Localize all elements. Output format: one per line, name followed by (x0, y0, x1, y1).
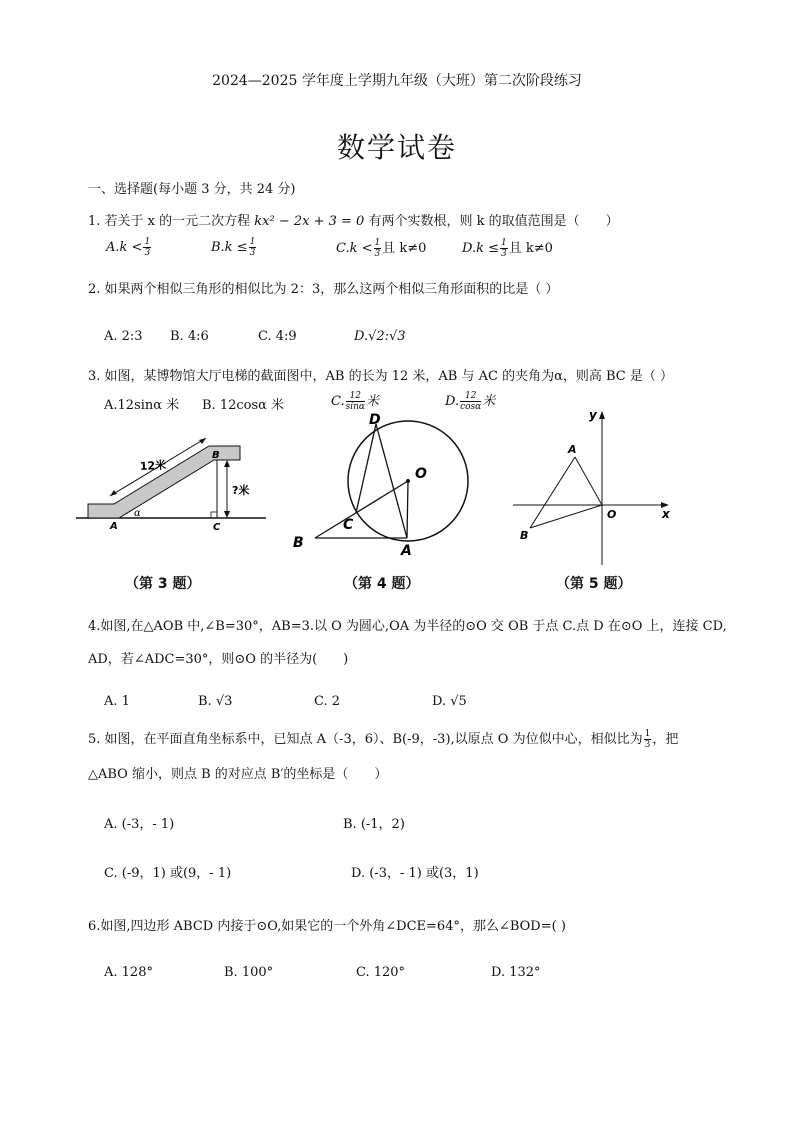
point-c-label: C (213, 522, 221, 530)
point-d-label: D (369, 412, 381, 428)
q2-option-c[interactable]: C. 4:9 (258, 329, 297, 344)
q4-option-b[interactable]: B. √3 (198, 694, 233, 709)
figure-5-caption: （第 5 题） (556, 576, 632, 592)
segment-oa (407, 481, 408, 538)
alpha-label: α (134, 508, 141, 519)
segment-da (376, 424, 407, 538)
question-6: 6.如图,四边形 ABCD 内接于⊙O,如果它的一个外角∠DCE=64°，那么∠BOD=( ) (88, 919, 566, 934)
q4-option-c[interactable]: C. 2 (314, 694, 341, 709)
origin-label: O (607, 508, 617, 521)
figure-4-circle (285, 410, 485, 560)
point-c-label: C (343, 517, 354, 533)
q5-option-d[interactable]: D. (-3，- 1) 或(3，1) (351, 866, 479, 881)
q2-option-b[interactable]: B. 4:6 (170, 329, 209, 344)
q1-stem-pre: 1. 若关于 x 的一元二次方程 (88, 214, 251, 229)
segment-ao (575, 457, 602, 505)
point-b-label: B (293, 535, 304, 551)
segment-bo (530, 505, 602, 528)
point-o-label: O (415, 466, 427, 482)
segment-ab (530, 457, 575, 528)
q3-option-c[interactable]: C. $\frac{12}{\sin\alpha}$ 米 (331, 391, 380, 412)
question-1 (88, 210, 619, 229)
q5-option-a[interactable]: A. (-3，- 1) (104, 817, 175, 832)
height-label: ?米 (232, 484, 250, 497)
section-heading: 一、选择题(每小题 3 分，共 24 分) (88, 182, 296, 197)
q1-option-c[interactable]: C.k < $\frac{1}{3}$ 且 k≠0 (336, 238, 427, 259)
question-5-line-1: 5. 如图，在平面直角坐标系中，已知点 A（-3，6）、B(-9，-3),以原点 O 为位似中心，相似比为 $\frac{1}{3}$ ，把 (88, 729, 679, 750)
q2-option-a[interactable]: A. 2:3 (104, 329, 143, 344)
q1-option-d[interactable]: D.k ≤ $\frac{1}{3}$ 且 k≠0 (462, 238, 553, 259)
point-b-label: B (520, 529, 529, 542)
q1-option-a[interactable]: A.k < $\frac{1}{3}$ (106, 237, 151, 258)
q1-stem-post: 有两个实数根，则 k 的取值范围是（ ） (368, 214, 619, 229)
figure-4-caption: （第 4 题） (344, 576, 420, 592)
point-a-label: A (568, 443, 577, 456)
figure-3-escalator (74, 430, 274, 530)
q6-option-d[interactable]: D. 132° (491, 965, 541, 980)
figure-3-caption: （第 3 题） (125, 576, 201, 592)
question-5-line-2: △ABO 缩小，则点 B 的对应点 B′的坐标是（ ） (88, 767, 388, 782)
q6-option-b[interactable]: B. 100° (224, 965, 274, 980)
q6-option-a[interactable]: A. 128° (104, 965, 153, 980)
question-2: 2. 如果两个相似三角形的相似比为 2：3，那么这两个相似三角形面积的比是（ ） (88, 282, 559, 297)
q6-option-c[interactable]: C. 120° (356, 965, 406, 980)
point-a-label: A (110, 521, 118, 530)
q3-option-a[interactable]: A.12sinα 米 (104, 398, 180, 413)
q2-option-d[interactable]: D.√2:√3 (354, 329, 406, 344)
question-4-line-2: AD，若∠ADC=30°，则⊙O 的半径为( ) (88, 652, 349, 667)
exam-subtitle: 2024—2025 学年度上学期九年级（大班）第二次阶段练习 (212, 73, 582, 89)
q4-option-d[interactable]: D. √5 (432, 694, 467, 709)
q3-option-d[interactable]: D. $\frac{12}{\cos\alpha}$ 米 (445, 391, 496, 412)
center-dot (406, 479, 410, 483)
q3-option-b[interactable]: B. 12cosα 米 (202, 398, 285, 413)
q4-option-a[interactable]: A. 1 (104, 694, 130, 709)
y-label: y (589, 408, 597, 422)
len-label: 12米 (139, 458, 167, 473)
figure-5-coordinates (505, 405, 680, 570)
q1-equation: kx² − 2x + 3 = 0 (254, 214, 365, 229)
q1-option-b[interactable]: B.k ≤ $\frac{1}{3}$ (211, 237, 256, 258)
x-label: x (662, 507, 670, 521)
point-a-label: A (401, 543, 412, 559)
point-b-label: B (212, 450, 220, 461)
q5-option-c[interactable]: C. (-9，1) 或(9，- 1) (104, 866, 232, 881)
page-title: 数学试卷 (336, 131, 457, 164)
question-3: 3. 如图，某博物馆大厅电梯的截面图中，AB 的长为 12 米，AB 与 AC 的夹角为α，则高 BC 是（ ） (88, 369, 674, 384)
q5-option-b[interactable]: B. (-1，2) (343, 817, 405, 832)
question-4-line-1: 4.如图,在△AOB 中,∠B=30°，AB=3.以 O 为圆心,OA 为半径的⊙O 交 OB 于点 C.点 D 在⊙O 上，连接 CD, (88, 619, 727, 634)
